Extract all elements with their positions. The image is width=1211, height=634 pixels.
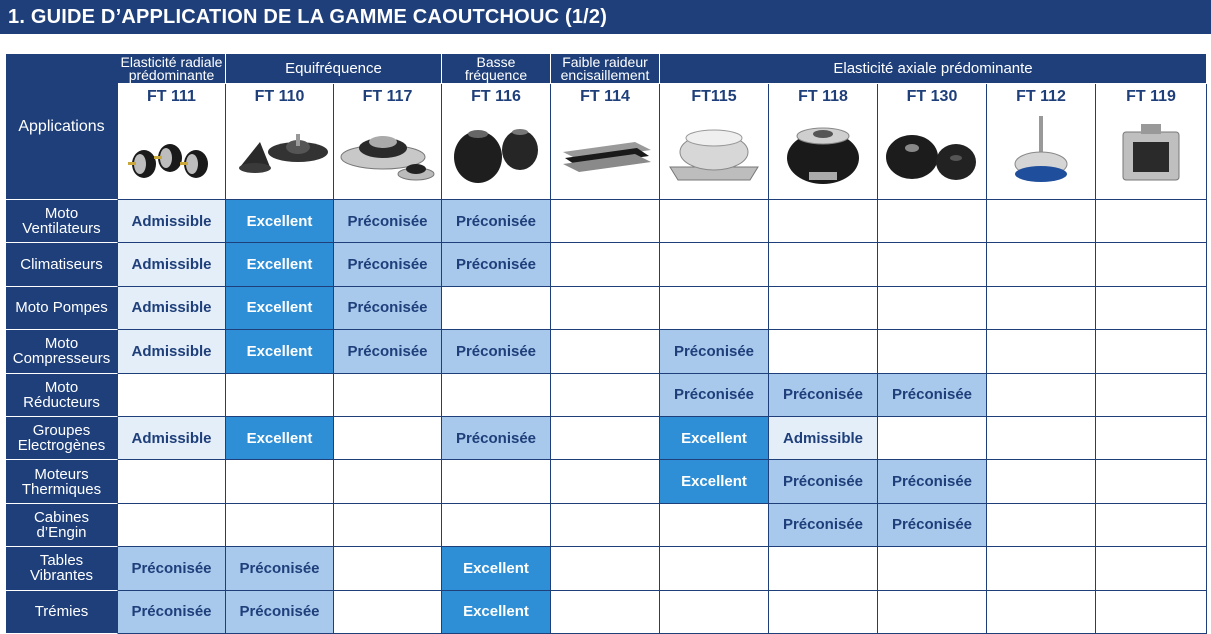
black-bulb-mount-icon — [446, 112, 546, 192]
application-name: Tables Vibrantes — [29, 552, 94, 585]
empty-cell — [1096, 200, 1207, 243]
empty-cell — [1096, 591, 1207, 634]
rating-text: Admissible — [131, 429, 212, 447]
rating-text: Préconisée — [131, 603, 212, 621]
empty-cell — [769, 287, 878, 330]
rating-text: Préconisée — [782, 516, 864, 534]
category-header — [660, 54, 1207, 84]
rating-text: Préconisée — [782, 386, 864, 404]
empty-cell — [1096, 330, 1207, 373]
empty-cell — [987, 591, 1096, 634]
rating-text: Préconisée — [131, 559, 212, 577]
applications-label: Applications — [18, 117, 105, 135]
empty-cell — [878, 243, 987, 286]
empty-cell — [551, 330, 660, 373]
empty-cell — [660, 547, 769, 590]
cone-mount-with-flange-icon — [230, 112, 330, 192]
category-label: Elasticité radiale prédominante — [120, 54, 223, 83]
rating-cell — [442, 243, 551, 286]
rating-text: Excellent — [246, 342, 313, 360]
rating-cell — [442, 200, 551, 243]
category-header — [226, 54, 442, 84]
empty-cell — [878, 547, 987, 590]
empty-cell — [551, 200, 660, 243]
leveling-foot-icon — [991, 112, 1091, 192]
empty-cell — [551, 547, 660, 590]
rating-text: Préconisée — [673, 386, 755, 404]
empty-cell — [334, 547, 442, 590]
rating-cell — [442, 591, 551, 634]
rating-cell — [878, 460, 987, 503]
empty-cell — [878, 591, 987, 634]
rating-cell — [226, 287, 334, 330]
rating-text: Préconisée — [891, 386, 973, 404]
empty-cell — [660, 591, 769, 634]
applications-header — [6, 54, 118, 200]
empty-cell — [769, 591, 878, 634]
category-label: Elasticité axiale prédominante — [833, 60, 1033, 77]
row-label — [6, 374, 118, 417]
rating-text: Admissible — [131, 256, 212, 274]
application-guide-table — [6, 54, 1207, 634]
rating-text: Excellent — [246, 212, 313, 230]
empty-cell — [987, 417, 1096, 460]
product-header — [1096, 84, 1207, 200]
rating-text: Préconisée — [455, 212, 537, 230]
rating-cell — [226, 200, 334, 243]
empty-cell — [769, 243, 878, 286]
rating-cell — [118, 547, 226, 590]
heavy-black-mount-icon — [773, 112, 873, 192]
rating-cell — [118, 287, 226, 330]
rating-text: Préconisée — [347, 299, 428, 317]
category-header — [118, 54, 226, 84]
rating-cell — [226, 591, 334, 634]
empty-cell — [878, 330, 987, 373]
empty-cell — [987, 200, 1096, 243]
empty-cell — [442, 504, 551, 547]
rating-text: Préconisée — [239, 559, 320, 577]
row-label — [6, 287, 118, 330]
rating-cell — [118, 591, 226, 634]
rating-text: Admissible — [131, 342, 212, 360]
rating-text: Préconisée — [891, 473, 973, 491]
empty-cell — [660, 504, 769, 547]
product-header — [334, 84, 442, 200]
empty-cell — [1096, 547, 1207, 590]
empty-cell — [878, 417, 987, 460]
rating-cell — [226, 417, 334, 460]
empty-cell — [442, 287, 551, 330]
product-code: FT 114 — [580, 88, 630, 105]
empty-cell — [987, 243, 1096, 286]
product-code: FT115 — [691, 88, 737, 105]
empty-cell — [1096, 374, 1207, 417]
empty-cell — [334, 374, 442, 417]
row-label — [6, 504, 118, 547]
category-label: Basse fréquence — [464, 54, 528, 83]
application-name: Climatiseurs — [20, 256, 103, 274]
product-header — [226, 84, 334, 200]
category-label: Equifréquence — [285, 60, 382, 77]
empty-cell — [551, 591, 660, 634]
application-name: Groupes Electrogènes — [17, 422, 106, 455]
empty-cell — [1096, 243, 1207, 286]
product-code: FT 116 — [471, 88, 521, 105]
empty-cell — [551, 287, 660, 330]
rating-text: Excellent — [681, 473, 747, 491]
application-name: Cabines d’Engin — [33, 508, 90, 541]
empty-cell — [987, 460, 1096, 503]
product-header — [987, 84, 1096, 200]
rating-text: Préconisée — [455, 429, 537, 447]
empty-cell — [118, 374, 226, 417]
empty-cell — [118, 504, 226, 547]
application-name: Moteurs Thermiques — [21, 465, 102, 498]
rating-cell — [442, 330, 551, 373]
empty-cell — [551, 374, 660, 417]
sandwich-plate-mount-icon — [555, 112, 655, 192]
product-code: FT 119 — [1126, 88, 1176, 105]
rating-cell — [334, 243, 442, 286]
empty-cell — [551, 460, 660, 503]
black-donut-mount-icon — [882, 112, 982, 192]
steel-box-mount-icon — [1101, 112, 1201, 192]
empty-cell — [769, 330, 878, 373]
product-header — [118, 84, 226, 200]
application-name: Moto Réducteurs — [23, 378, 100, 411]
product-code: FT 112 — [1016, 88, 1066, 105]
empty-cell — [334, 417, 442, 460]
product-header — [660, 84, 769, 200]
rating-cell — [660, 417, 769, 460]
rating-cell — [442, 417, 551, 460]
rating-text: Excellent — [246, 429, 313, 447]
rating-cell — [660, 460, 769, 503]
rating-cell — [878, 374, 987, 417]
product-header — [878, 84, 987, 200]
rating-cell — [226, 243, 334, 286]
rating-text: Préconisée — [347, 212, 428, 230]
empty-cell — [660, 243, 769, 286]
empty-cell — [987, 547, 1096, 590]
product-code: FT 130 — [906, 88, 958, 105]
empty-cell — [987, 374, 1096, 417]
rating-cell — [226, 547, 334, 590]
rating-text: Excellent — [246, 256, 313, 274]
empty-cell — [551, 504, 660, 547]
rating-text: Préconisée — [239, 603, 320, 621]
empty-cell — [987, 287, 1096, 330]
rating-text: Admissible — [131, 212, 212, 230]
rating-text: Préconisée — [455, 256, 537, 274]
rating-cell — [118, 417, 226, 460]
rating-cell — [118, 200, 226, 243]
empty-cell — [987, 504, 1096, 547]
product-header — [442, 84, 551, 200]
empty-cell — [442, 374, 551, 417]
empty-cell — [551, 417, 660, 460]
empty-cell — [226, 374, 334, 417]
rating-cell — [660, 374, 769, 417]
empty-cell — [442, 460, 551, 503]
empty-cell — [1096, 287, 1207, 330]
rating-text: Excellent — [681, 429, 747, 447]
empty-cell — [334, 504, 442, 547]
product-code: FT 111 — [147, 88, 196, 105]
empty-cell — [660, 287, 769, 330]
category-header — [551, 54, 660, 84]
rating-text: Excellent — [246, 299, 313, 317]
row-label — [6, 591, 118, 634]
rating-text: Excellent — [463, 603, 529, 621]
rating-text: Excellent — [463, 559, 529, 577]
title-bar — [0, 0, 1211, 34]
empty-cell — [660, 200, 769, 243]
empty-cell — [334, 591, 442, 634]
rating-cell — [118, 330, 226, 373]
rating-text: Préconisée — [347, 342, 428, 360]
empty-cell — [878, 200, 987, 243]
rating-cell — [769, 417, 878, 460]
rating-cell — [769, 504, 878, 547]
rating-text: Admissible — [782, 429, 864, 447]
empty-cell — [769, 547, 878, 590]
rating-text: Préconisée — [782, 473, 864, 491]
rating-cell — [660, 330, 769, 373]
row-label — [6, 330, 118, 373]
empty-cell — [226, 460, 334, 503]
row-label — [6, 200, 118, 243]
rating-text: Préconisée — [455, 342, 537, 360]
application-name: Moto Ventilateurs — [22, 205, 101, 238]
empty-cell — [1096, 417, 1207, 460]
application-name: Moto Pompes — [15, 299, 108, 317]
empty-cell — [334, 460, 442, 503]
empty-cell — [1096, 504, 1207, 547]
rating-cell — [769, 374, 878, 417]
product-header — [769, 84, 878, 200]
rating-cell — [334, 287, 442, 330]
rating-cell — [118, 243, 226, 286]
row-label — [6, 243, 118, 286]
empty-cell — [987, 330, 1096, 373]
application-name: Moto Compresseurs — [12, 335, 111, 368]
row-label — [6, 460, 118, 503]
rating-cell — [334, 200, 442, 243]
rating-text: Admissible — [131, 299, 212, 317]
category-header — [442, 54, 551, 84]
rating-cell — [442, 547, 551, 590]
empty-cell — [1096, 460, 1207, 503]
page-title: 1. GUIDE D’APPLICATION DE LA GAMME CAOUTCHOUC (1/2) — [8, 6, 608, 28]
product-code: FT 110 — [254, 88, 305, 105]
product-header — [551, 84, 660, 200]
chrome-dome-mount-icon — [664, 112, 764, 192]
row-label — [6, 547, 118, 590]
product-code: FT 118 — [798, 88, 848, 105]
empty-cell — [118, 460, 226, 503]
rating-cell — [226, 330, 334, 373]
row-label — [6, 417, 118, 460]
empty-cell — [551, 243, 660, 286]
rating-text: Préconisée — [347, 256, 428, 274]
empty-cell — [226, 504, 334, 547]
application-name: Trémies — [34, 603, 89, 621]
category-label: Faible raideur encisaillement — [560, 54, 650, 83]
rating-text: Préconisée — [891, 516, 973, 534]
rating-cell — [878, 504, 987, 547]
product-code: FT 117 — [362, 88, 413, 105]
empty-cell — [769, 200, 878, 243]
rating-cell — [769, 460, 878, 503]
rating-cell — [334, 330, 442, 373]
flanged-bell-mount-icon — [338, 112, 438, 192]
rating-text: Préconisée — [673, 342, 755, 360]
empty-cell — [878, 287, 987, 330]
round-cylindrical-mounts-icon — [122, 112, 222, 192]
